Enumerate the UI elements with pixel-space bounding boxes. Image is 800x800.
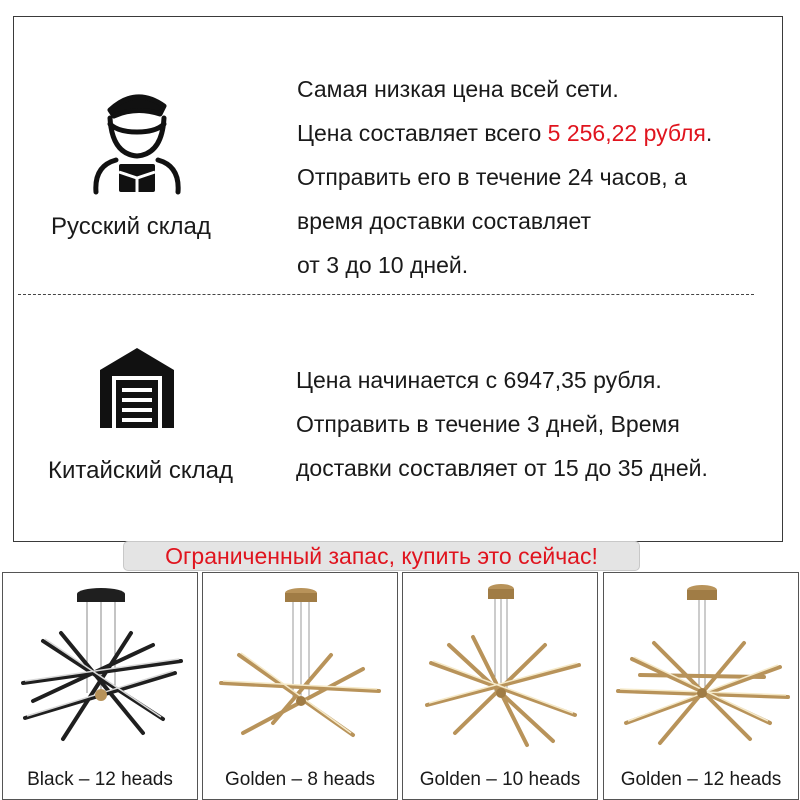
- variant-label: Black – 12 heads: [27, 769, 173, 790]
- chandelier-image: [604, 573, 798, 773]
- russian-price: 5 256,22 рубля: [547, 120, 706, 146]
- chandelier-image: [3, 573, 197, 773]
- china-ship-line: Отправить в течение 3 дней, Время: [296, 411, 680, 437]
- china-price-line: Цена начинается с 6947,35 рубля.: [296, 367, 662, 393]
- warehouse-icon: [98, 346, 176, 428]
- ship-time-line: Отправить его в течение 24 часов, а: [297, 164, 687, 190]
- variant-label: Golden – 8 heads: [224, 769, 375, 790]
- russian-warehouse-details: [297, 67, 712, 287]
- variant-label: Golden – 10 heads: [419, 769, 581, 790]
- china-warehouse-details: [296, 358, 708, 490]
- price-line-suffix: .: [705, 120, 713, 146]
- china-warehouse-label: Китайский склад: [48, 457, 233, 484]
- limited-stock-banner[interactable]: Ограниченный запас, купить это сейчас!: [123, 541, 640, 571]
- china-delivery-line: доставки составляет от 15 до 35 дней.: [296, 455, 708, 481]
- variant-golden-12-heads[interactable]: [603, 572, 799, 800]
- price-line: [297, 111, 712, 155]
- section-divider: [18, 294, 754, 295]
- delivery-person-icon: [88, 84, 188, 196]
- delivery-time-line: время доставки составляет: [297, 208, 592, 234]
- variant-golden-8-heads[interactable]: [202, 572, 398, 800]
- chandelier-image: [403, 573, 597, 773]
- lowest-price-line: Самая низкая цена всей сети.: [297, 76, 619, 102]
- price-line-prefix: Цена составляет всего: [297, 120, 542, 146]
- delivery-days-line: от 3 до 10 дней.: [297, 252, 469, 278]
- variant-black-12-heads[interactable]: [2, 572, 198, 800]
- variant-label: Golden – 12 heads: [620, 769, 782, 790]
- russian-warehouse-label: Русский склад: [51, 213, 211, 240]
- chandelier-image: [203, 573, 397, 773]
- variant-golden-10-heads[interactable]: [402, 572, 598, 800]
